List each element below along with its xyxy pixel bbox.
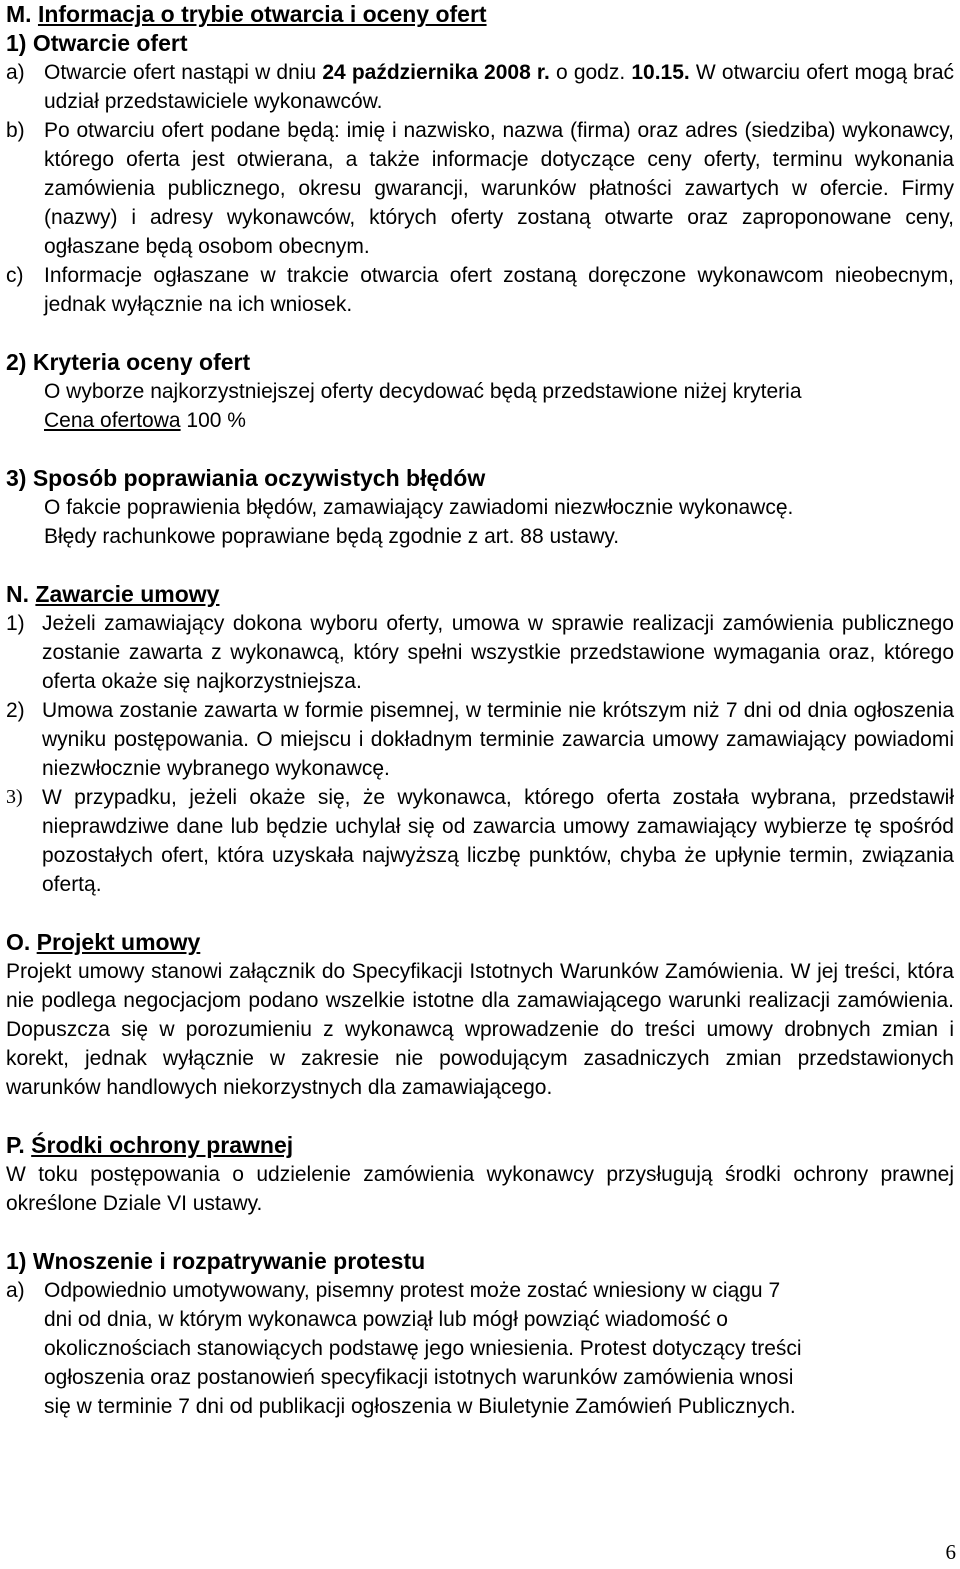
item-text: Otwarcie ofert nastąpi w dniu 24 października 2008 r. o godz. 10.15. W otwarciu ofert mogą brać udział przedstawiciele wykonawców. (44, 61, 955, 113)
section-p-heading (6, 1131, 954, 1160)
section-m-letter: M. (6, 1, 32, 27)
list-item (6, 58, 954, 116)
section-m-sub1: 1) Otwarcie ofert (6, 30, 188, 56)
list-item (6, 696, 954, 783)
item-marker: b) (6, 119, 25, 142)
item-text: Jeżeli zamawiający dokona wyboru oferty, umowa w sprawie realizacji zamówienia publicznego zostanie zawarta z wykonawcą, który spełni wszystkie przedstawione wymagania oraz, którego oferta okaże się najkorzystniejsza. (42, 612, 954, 693)
section-n-heading (6, 580, 954, 609)
protest-line: dni od dnia, w którym wykonawca powziął lub mógł powziąć wiadomość o (44, 1308, 728, 1331)
list-item (6, 116, 954, 261)
list-item (6, 783, 954, 899)
section-p-title: Środki ochrony prawnej (31, 1132, 294, 1158)
criterion-weight: 100 % (180, 409, 246, 432)
item-text: W przypadku, jeżeli okaże się, że wykonawca, którego oferta została wybrana, przedstawił nieprawdziwe dane lub będzie uchylał się od zawarcia umowy zamawiający wybierze tę spośród pozostałych ofert, która uzyskała najwyższą liczbę punktów, chyba że upłynie termin, związania ofertą. (42, 786, 954, 896)
item-marker: 3) (6, 786, 23, 808)
section-o-text: Projekt umowy stanowi załącznik do Specyfikacji Istotnych Warunków Zamówienia. W jej treści, która nie podlega negocjacjom podano wszelkie istotne dla zamawiającego warunki realizacji zamówienia. Dopuszcza się w porozumieniu z wykonawcą wprowadzenie do treści umowy drobnych zmian i korekt, jednak wyłącznie w zakresie nie powodującym zasadniczych zmian przedstawionych warunków handlowych niekorzystnych dla zamawiającego. (6, 960, 954, 1099)
errors-line-2: Błędy rachunkowe poprawiane będą zgodnie z art. 88 ustawy. (44, 525, 620, 548)
opening-date: 24 października 2008 r. (322, 61, 550, 84)
item-marker: a) (6, 61, 25, 84)
item-marker: a) (6, 1279, 25, 1302)
list-item (6, 261, 954, 319)
section-o-letter: O. (6, 929, 31, 955)
item-text: Po otwarciu ofert podane będą: imię i nazwisko, nazwa (firma) oraz adres (siedziba) wykonawcy, którego oferta jest otwierana, a także informacje dotyczące ceny oferty, terminu wykonania zamówienia publicznego, okresu gwarancji, warunków płatności zawartych w ofercie. Firmy (nazwy) i adresy wykonawców, których oferty zostaną otwarte oraz zaproponowane ceny, ogłaszane będą osobom obecnym. (44, 119, 954, 258)
section-p-sub1: 1) Wnoszenie i rozpatrywanie protestu (6, 1248, 426, 1274)
section-o-title: Projekt umowy (36, 929, 201, 955)
section-m-sub2: 2) Kryteria oceny ofert (6, 349, 251, 375)
protest-line: się w terminie 7 dni od publikacji ogłoszenia w Biuletynie Zamówień Publicznych. (44, 1395, 796, 1418)
list-item (6, 1276, 954, 1421)
list-item (6, 609, 954, 696)
section-p-text: W toku postępowania o udzielenie zamówienia wykonawcy przysługują środki ochrony prawnej określone Dziale VI ustawy. (6, 1163, 954, 1215)
item-marker: c) (6, 264, 24, 287)
section-p-letter: P. (6, 1132, 25, 1158)
protest-line: okolicznościach stanowiących podstawę jego wniesienia. Protest dotyczący treści (44, 1337, 802, 1360)
section-m-heading (6, 0, 954, 29)
item-marker: 1) (6, 612, 25, 635)
item-text: Informacje ogłaszane w trakcie otwarcia ofert zostaną doręczone wykonawcom nieobecnym, jednak wyłącznie na ich wniosek. (44, 264, 954, 316)
section-m-sub3: 3) Sposób poprawiania oczywistych błędów (6, 465, 486, 491)
page-number: 6 (945, 1540, 956, 1564)
document-page (6, 0, 954, 1421)
errors-line-1: O fakcie poprawienia błędów, zamawiający zawiadomi niezwłocznie wykonawcę. (44, 496, 794, 519)
item-text (44, 1276, 954, 1421)
criteria-intro: O wyborze najkorzystniejszej oferty decydować będą przedstawione niżej kryteria (44, 380, 802, 403)
item-text: Umowa zostanie zawarta w formie pisemnej, w terminie nie krótszym niż 7 dni od dnia ogłoszenia wyniku postępowania. O miejscu i dokładnym terminie zawarcia umowy zamawiający powiadomi niezwłocznie wybranego wykonawcę. (42, 699, 954, 780)
criterion-name: Cena ofertowa (44, 409, 181, 432)
protest-line: ogłoszenia oraz postanowień specyfikacji istotnych warunków zamówienia wnosi (44, 1366, 794, 1389)
protest-line: Odpowiednio umotywowany, pisemny protest może zostać wniesiony w ciągu 7 (44, 1279, 781, 1302)
criteria-line (6, 406, 954, 435)
section-n-letter: N. (6, 581, 29, 607)
item-marker: 2) (6, 699, 25, 722)
section-n-title: Zawarcie umowy (35, 581, 220, 607)
section-o-heading (6, 928, 954, 957)
opening-time: 10.15. (631, 61, 690, 84)
section-m-title: Informacja o trybie otwarcia i oceny ofert (37, 1, 487, 27)
